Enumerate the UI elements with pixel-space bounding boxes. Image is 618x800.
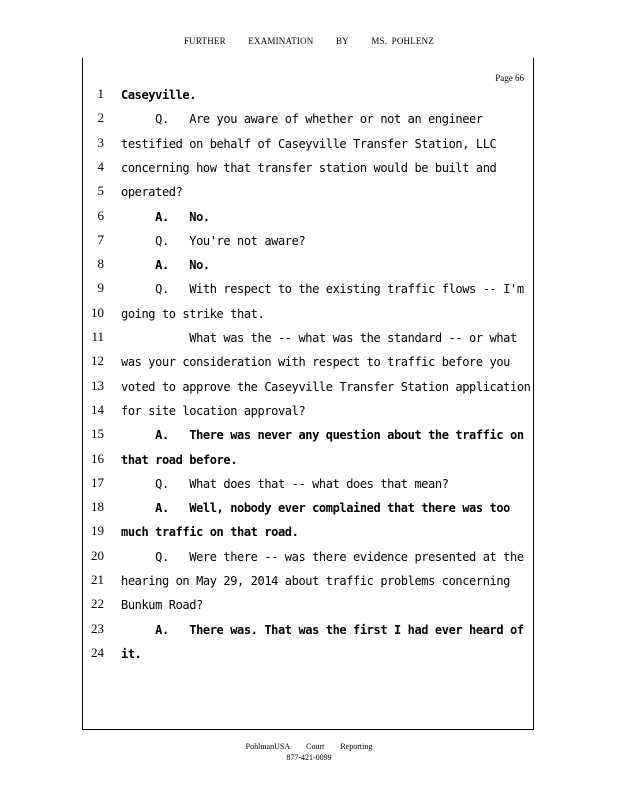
line-text: Caseyville. (121, 88, 197, 102)
header-by: BY (335, 36, 349, 46)
page-number: Page 66 (495, 73, 524, 83)
transcript-line (0, 206, 618, 230)
header-examination: EXAMINATION (248, 36, 314, 46)
line-text: What was the -- what was the standard -- or what (121, 331, 517, 345)
footer-company-1: PohlmanUSA (245, 742, 291, 751)
line-text: A. There was never any question about the traffic on (121, 428, 524, 443)
line-number: 18 (91, 499, 104, 515)
line-text: Q. What does that -- what does that mean? (121, 476, 449, 491)
transcript-line (0, 133, 618, 157)
transcript-line (0, 643, 618, 667)
line-text: A. Well, nobody ever complained that there was too (121, 501, 511, 516)
line-number: 2 (97, 110, 104, 126)
line-number: 3 (97, 134, 104, 150)
transcript-line (0, 400, 618, 424)
line-number: 20 (91, 547, 104, 563)
line-number: 22 (91, 596, 104, 612)
line-text: operated? (121, 185, 183, 200)
line-text: for site location approval? (121, 403, 306, 418)
line-text: testified on behalf of Caseyville Transfer Station, LLC (121, 136, 497, 151)
line-number: 9 (97, 280, 104, 296)
transcript-line (0, 181, 618, 205)
line-text: that road before. (121, 452, 238, 467)
transcript-line (0, 497, 618, 521)
line-number: 15 (91, 426, 104, 442)
line-number: 10 (91, 304, 104, 320)
transcript-line (0, 278, 618, 302)
transcript-line (0, 351, 618, 375)
line-number: 1 (97, 86, 104, 101)
page-header (0, 36, 618, 46)
transcript-line (0, 473, 618, 497)
line-text: Q. You're not aware? (121, 233, 306, 248)
transcript-line (0, 327, 618, 351)
line-text: Q. Were there -- was there evidence presented at the (121, 549, 524, 564)
line-number: 4 (97, 158, 104, 174)
header-ms: MS. (371, 36, 388, 46)
line-text: hearing on May 29, 2014 about traffic problems concerning (121, 574, 511, 588)
transcript-line (0, 84, 618, 108)
transcript-line (0, 594, 618, 618)
line-number: 12 (91, 353, 104, 369)
line-number: 5 (97, 183, 104, 199)
line-text: concerning how that transfer station would be built and (121, 160, 497, 175)
line-number: 17 (91, 474, 104, 490)
footer-company-3: Reporting (340, 742, 373, 751)
transcript-line (0, 254, 618, 278)
transcript-line (0, 570, 618, 594)
transcript-line (0, 108, 618, 132)
header-name: POHLENZ (391, 36, 435, 46)
transcript-line (0, 521, 618, 545)
line-number: 11 (91, 329, 104, 344)
transcript-line (0, 157, 618, 181)
transcript-line (0, 449, 618, 473)
line-number: 24 (91, 644, 104, 660)
line-number: 13 (91, 377, 104, 393)
page-footer (0, 741, 618, 763)
line-text: A. No. (121, 209, 210, 224)
transcript-line (0, 619, 618, 643)
header-further: FURTHER (183, 36, 226, 46)
line-number: 19 (91, 523, 104, 539)
line-text: much traffic on that road. (121, 525, 299, 540)
transcript-line (0, 424, 618, 448)
line-text: voted to approve the Caseyville Transfer Station application (121, 379, 531, 394)
line-number: 23 (91, 620, 104, 636)
line-number: 16 (91, 450, 104, 466)
line-number: 14 (91, 401, 104, 417)
line-text: Bunkum Road? (121, 598, 203, 613)
line-number: 21 (91, 572, 104, 587)
line-text: going to strike that. (121, 306, 265, 321)
transcript-line (0, 230, 618, 254)
line-number: 7 (97, 231, 104, 247)
line-text: Q. Are you aware of whether or not an engineer (121, 112, 483, 127)
line-text: A. No. (121, 258, 210, 273)
transcript-line (0, 546, 618, 570)
line-text: A. There was. That was the first I had ever heard of (121, 622, 524, 637)
line-text: was your consideration with respect to traffic before you (121, 355, 511, 370)
footer-phone: 877-421-0099 (286, 753, 332, 762)
footer-company-2: Court (306, 742, 325, 751)
line-text: Q. With respect to the existing traffic flows -- I'm (121, 282, 524, 297)
line-text: it. (121, 646, 142, 661)
transcript-line (0, 376, 618, 400)
transcript-line (0, 303, 618, 327)
line-number: 6 (97, 207, 104, 223)
line-number: 8 (97, 256, 104, 272)
